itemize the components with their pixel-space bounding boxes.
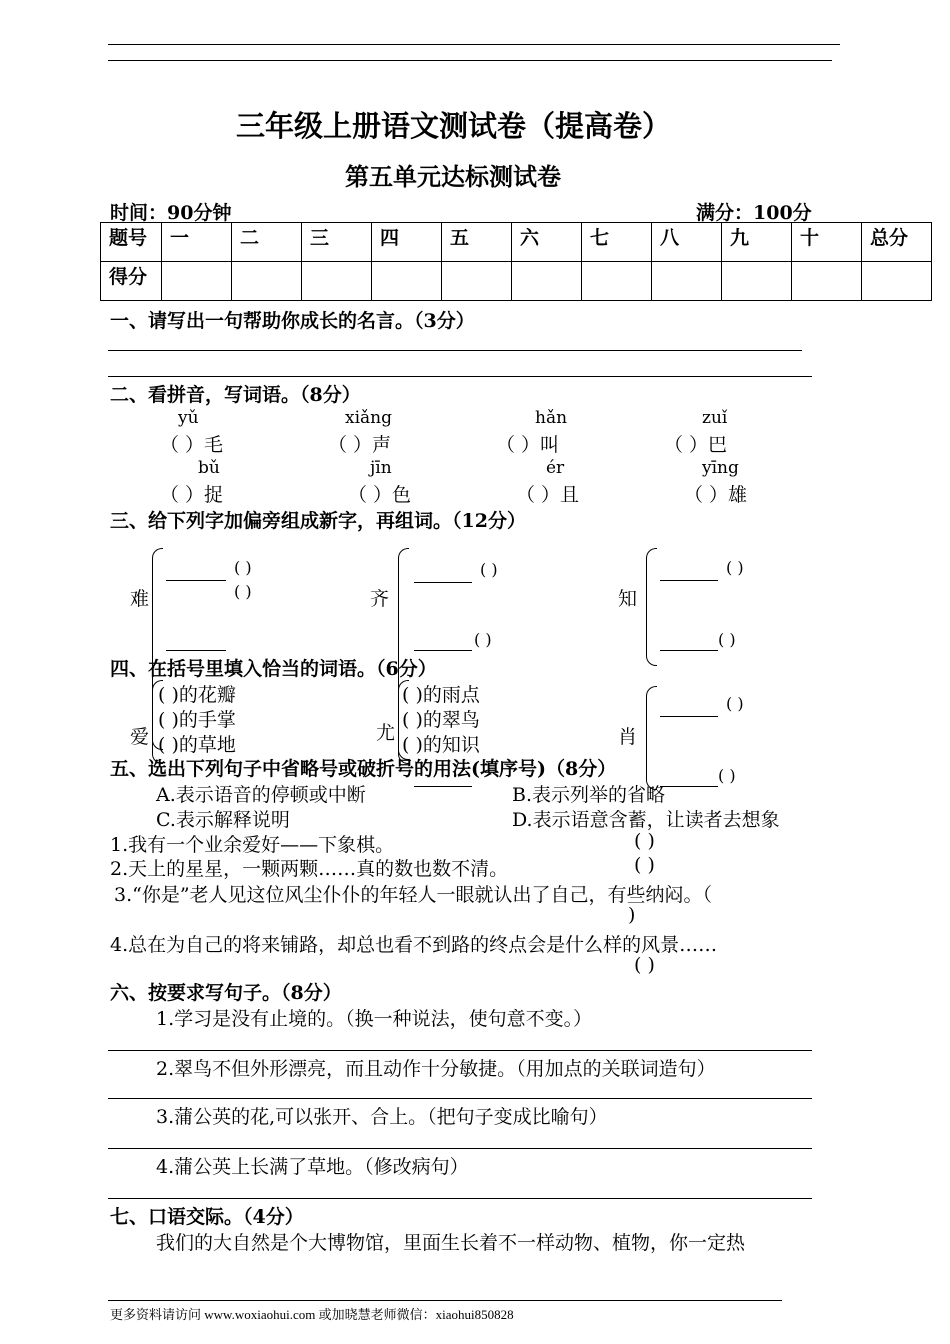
score-cell[interactable] [652,262,722,301]
pinyin: yīng [702,458,739,478]
pinyin: hǎn [535,408,568,428]
fill-item[interactable]: （ ）捉 [160,484,224,506]
answer-paren-end[interactable]: ) [628,904,636,926]
blank-line[interactable] [166,580,226,581]
answer-line[interactable] [108,1198,812,1199]
table-cell: 六 [512,223,582,262]
section-5-title: 五、选出下列句子中省略号或破折号的用法(填序号)（8分） [110,758,617,780]
fill-item[interactable]: （ ）雄 [684,484,748,506]
option-a: A.表示语音的停顿或中断 [156,784,366,806]
score-cell[interactable] [302,262,372,301]
option-c: C.表示解释说明 [156,809,290,831]
pinyin: bǔ [198,458,220,478]
fill-item[interactable]: （ ）叫 [496,434,560,456]
score-cell[interactable] [792,262,862,301]
section-7-title: 七、口语交际。（4分） [110,1206,304,1228]
fill-item[interactable]: （ ）声 [328,434,392,456]
section-7-text: 我们的大自然是个大博物馆，里面生长着不一样动物、植物，你一定热 [156,1232,746,1254]
table-cell: 九 [722,223,792,262]
footer-text: 更多资料请访问 www.woxiaohui.com 或加晓慧老师微信：xiaohui850828 [110,1307,514,1322]
section-3-title: 三、给下列字加偏旁组成新字，再组词。（12分） [110,510,526,532]
top-rule-1 [108,44,840,45]
answer-line[interactable] [108,1148,812,1149]
fill-item[interactable]: （ ）色 [348,484,412,506]
fill-item[interactable]: ( )的草地 [158,734,236,756]
blank-line[interactable] [414,650,472,651]
section-1-title: 一、请写出一句帮助你成长的名言。（3分） [110,310,475,332]
paren[interactable]: ( ) [726,694,744,713]
answer-line[interactable] [108,376,812,377]
table-cell: 总分 [862,223,932,262]
footer-rule [108,1300,782,1301]
base-char: 难 [130,588,150,610]
pinyin: yǔ [178,408,199,428]
full-score: 满分：100分 [696,202,812,224]
blank-line[interactable] [660,716,718,717]
answer-line[interactable] [108,350,802,351]
score-table-score-row [101,262,932,301]
score-cell[interactable] [862,262,932,301]
table-cell: 一 [162,223,232,262]
exam-time: 时间：90分钟 [110,202,232,224]
question-3: 3.“你是”老人见这位风尘仆仆的年轻人一眼就认出了自己，有些纳闷。（ [114,884,713,906]
fill-item[interactable]: ( )的翠鸟 [402,709,480,731]
score-cell[interactable] [442,262,512,301]
table-cell: 五 [442,223,512,262]
blank-line[interactable] [414,786,472,787]
fill-item[interactable]: ( )的雨点 [402,684,480,706]
answer-paren[interactable]: ( ) [634,954,655,976]
section-2-title: 二、看拼音，写词语。（8分） [110,384,361,406]
question-2: 2.天上的星星，一颗两颗……真的数也数不清。 [110,858,509,880]
rewrite-question: 1.学习是没有止境的。（换一种说法，使句意不变。） [156,1008,593,1030]
paren[interactable]: ( ) [234,582,252,601]
fill-item[interactable]: （ ）巴 [664,434,728,456]
base-char: 爱 [130,726,150,748]
pinyin: jīn [370,458,392,478]
fill-item[interactable]: ( )的手掌 [158,709,236,731]
paren[interactable]: ( ) [718,766,736,785]
table-cell: 得分 [101,262,162,301]
score-cell[interactable] [232,262,302,301]
table-cell: 七 [582,223,652,262]
score-cell[interactable] [512,262,582,301]
brace [646,548,657,666]
score-cell[interactable] [372,262,442,301]
base-char: 齐 [370,588,390,610]
section-4-title: 四、在括号里填入恰当的词语。（6分） [110,658,437,680]
paren[interactable]: ( ) [474,630,492,649]
rewrite-question: 3.蒲公英的花,可以张开、合上。（把句子变成比喻句） [156,1106,608,1128]
rewrite-question: 2.翠鸟不但外形漂亮，而且动作十分敏捷。（用加点的关联词造句） [156,1058,716,1080]
blank-line[interactable] [660,650,718,651]
score-cell[interactable] [162,262,232,301]
blank-line[interactable] [414,582,472,583]
table-cell: 十 [792,223,862,262]
table-cell: 八 [652,223,722,262]
blank-line[interactable] [660,580,718,581]
pinyin: ér [546,458,565,478]
paren[interactable]: ( ) [480,560,498,579]
fill-item[interactable]: （ ）且 [516,484,580,506]
fill-item[interactable]: ( )的知识 [402,734,480,756]
table-cell: 题号 [101,223,162,262]
table-cell: 四 [372,223,442,262]
score-cell[interactable] [722,262,792,301]
score-table-header-row [101,223,932,262]
question-1: 1.我有一个业余爱好——下象棋。 [110,834,395,856]
blank-line[interactable] [166,650,226,651]
table-cell: 三 [302,223,372,262]
answer-line[interactable] [108,1050,812,1051]
question-4: 4.总在为自己的将来铺路，却总也看不到路的终点会是什么样的风景…… [110,934,718,956]
rewrite-question: 4.蒲公英上长满了草地。（修改病句） [156,1156,469,1178]
base-char: 知 [618,588,638,610]
paren[interactable]: ( ) [726,558,744,577]
base-char: 肖 [618,726,638,748]
paren[interactable]: ( ) [718,630,736,649]
score-cell[interactable] [582,262,652,301]
pinyin: xiǎng [345,408,392,428]
section-6-title: 六、按要求写句子。（8分） [110,982,342,1004]
fill-item[interactable]: （ ）毛 [160,434,224,456]
fill-item[interactable]: ( )的花瓣 [158,684,236,706]
top-rule-2 [108,60,832,61]
option-b: B.表示列举的省略 [512,784,666,806]
base-char: 尤 [376,722,396,744]
blank-line[interactable] [660,786,718,787]
pinyin: zuǐ [702,408,728,428]
brace [646,686,657,790]
answer-line[interactable] [108,1098,812,1099]
table-cell: 二 [232,223,302,262]
answer-paren[interactable]: ( ) [634,830,655,852]
answer-paren[interactable]: ( ) [634,854,655,876]
page-title: 三年级上册语文测试卷（提高卷） [236,109,672,143]
option-d: D.表示语意含蓄，让读者去想象 [512,809,780,831]
paren[interactable]: ( ) [234,558,252,577]
page-subtitle: 第五单元达标测试卷 [345,162,561,191]
score-table [100,222,932,301]
